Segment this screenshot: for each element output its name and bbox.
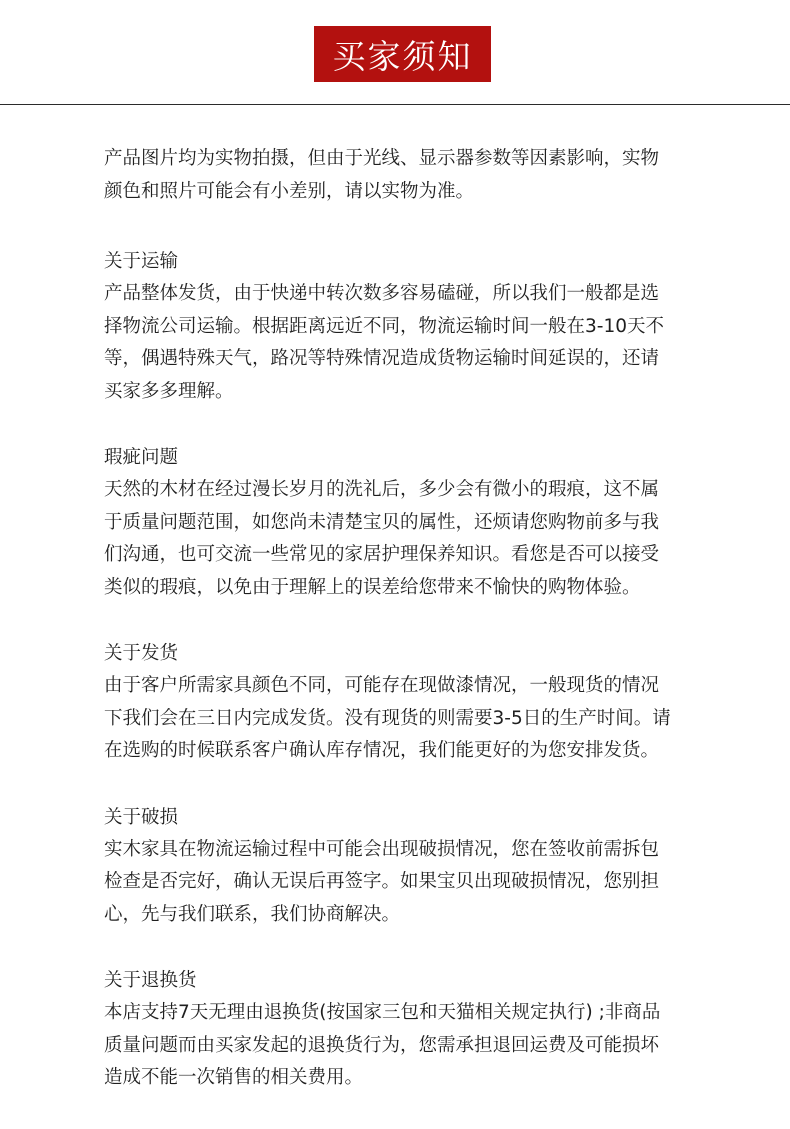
shipping-line: 择物流公司运输。根据距离远近不同，物流运输时间一般在3-10天不 bbox=[104, 315, 664, 337]
section-flaws bbox=[104, 442, 699, 604]
page-title-banner bbox=[314, 26, 491, 82]
page-title: 买家须知 bbox=[332, 36, 473, 76]
flaws-line: 于质量问题范围，如您尚未清楚宝贝的属性，还烦请您购物前多与我 bbox=[104, 511, 660, 533]
header-divider bbox=[0, 104, 790, 105]
section-intro bbox=[104, 143, 699, 208]
returns-line: 造成不能一次销售的相关费用。 bbox=[104, 1067, 364, 1088]
damage-line: 检查是否完好，确认无误后再签字。如果宝贝出现破损情况，您别担 bbox=[104, 871, 660, 892]
delivery-line: 在选购的时候联系客户确认库存情况，我们能更好的为您安排发货。 bbox=[104, 740, 660, 761]
shipping-line: 产品整体发货，由于快递中转次数多容易磕碰，所以我们一般都是选 bbox=[104, 283, 660, 304]
section-shipping bbox=[104, 246, 699, 408]
delivery-line: 由于客户所需家具颜色不同，可能存在现做漆情况，一般现货的情况 bbox=[104, 675, 660, 696]
flaws-line: 天然的木材在经过漫长岁月的洗礼后，多少会有微小的瑕痕，这不属 bbox=[104, 479, 660, 500]
section-title-shipping: 关于运输 bbox=[104, 251, 179, 272]
intro-line: 产品图片均为实物拍摄，但由于光线、显示器参数等因素影响，实物 bbox=[104, 148, 660, 169]
damage-line: 实木家具在物流运输过程中可能会出现破损情况，您在签收前需拆包 bbox=[104, 838, 660, 860]
section-title-returns: 关于退换货 bbox=[104, 970, 197, 991]
flaws-line: 们沟通，也可交流一些常见的家居护理保养知识。看您是否可以接受 bbox=[104, 544, 660, 565]
intro-line: 颜色和照片可能会有小差别，请以实物为准。 bbox=[104, 180, 475, 202]
flaws-line: 类似的瑕痕，以免由于理解上的误差给您带来不愉快的购物体验。 bbox=[104, 576, 641, 598]
damage-line: 心，先与我们联系，我们协商解决。 bbox=[104, 903, 401, 925]
section-title-damage: 关于破损 bbox=[104, 806, 179, 828]
delivery-line: 下我们会在三日内完成发货。没有现货的则需要3-5日的生产时间。请 bbox=[104, 707, 671, 729]
section-title-delivery: 关于发货 bbox=[104, 643, 179, 664]
notice-content bbox=[104, 143, 699, 1129]
page-header bbox=[0, 0, 790, 106]
shipping-line: 等，偶遇特殊天气，路况等特殊情况造成货物运输时间延误的，还请 bbox=[104, 348, 660, 369]
shipping-line: 买家多多理解。 bbox=[104, 380, 234, 402]
returns-line: 本店支持7天无理由退换货(按国家三包和天猫相关规定执行) ;非商品 bbox=[104, 1002, 661, 1023]
section-title-flaws: 瑕疵问题 bbox=[104, 447, 179, 468]
section-returns bbox=[104, 965, 699, 1095]
section-delivery bbox=[104, 638, 699, 768]
section-damage bbox=[104, 802, 699, 932]
returns-line: 质量问题而由买家发起的退换货行为，您需承担退回运费及可能损坏 bbox=[104, 1034, 660, 1056]
